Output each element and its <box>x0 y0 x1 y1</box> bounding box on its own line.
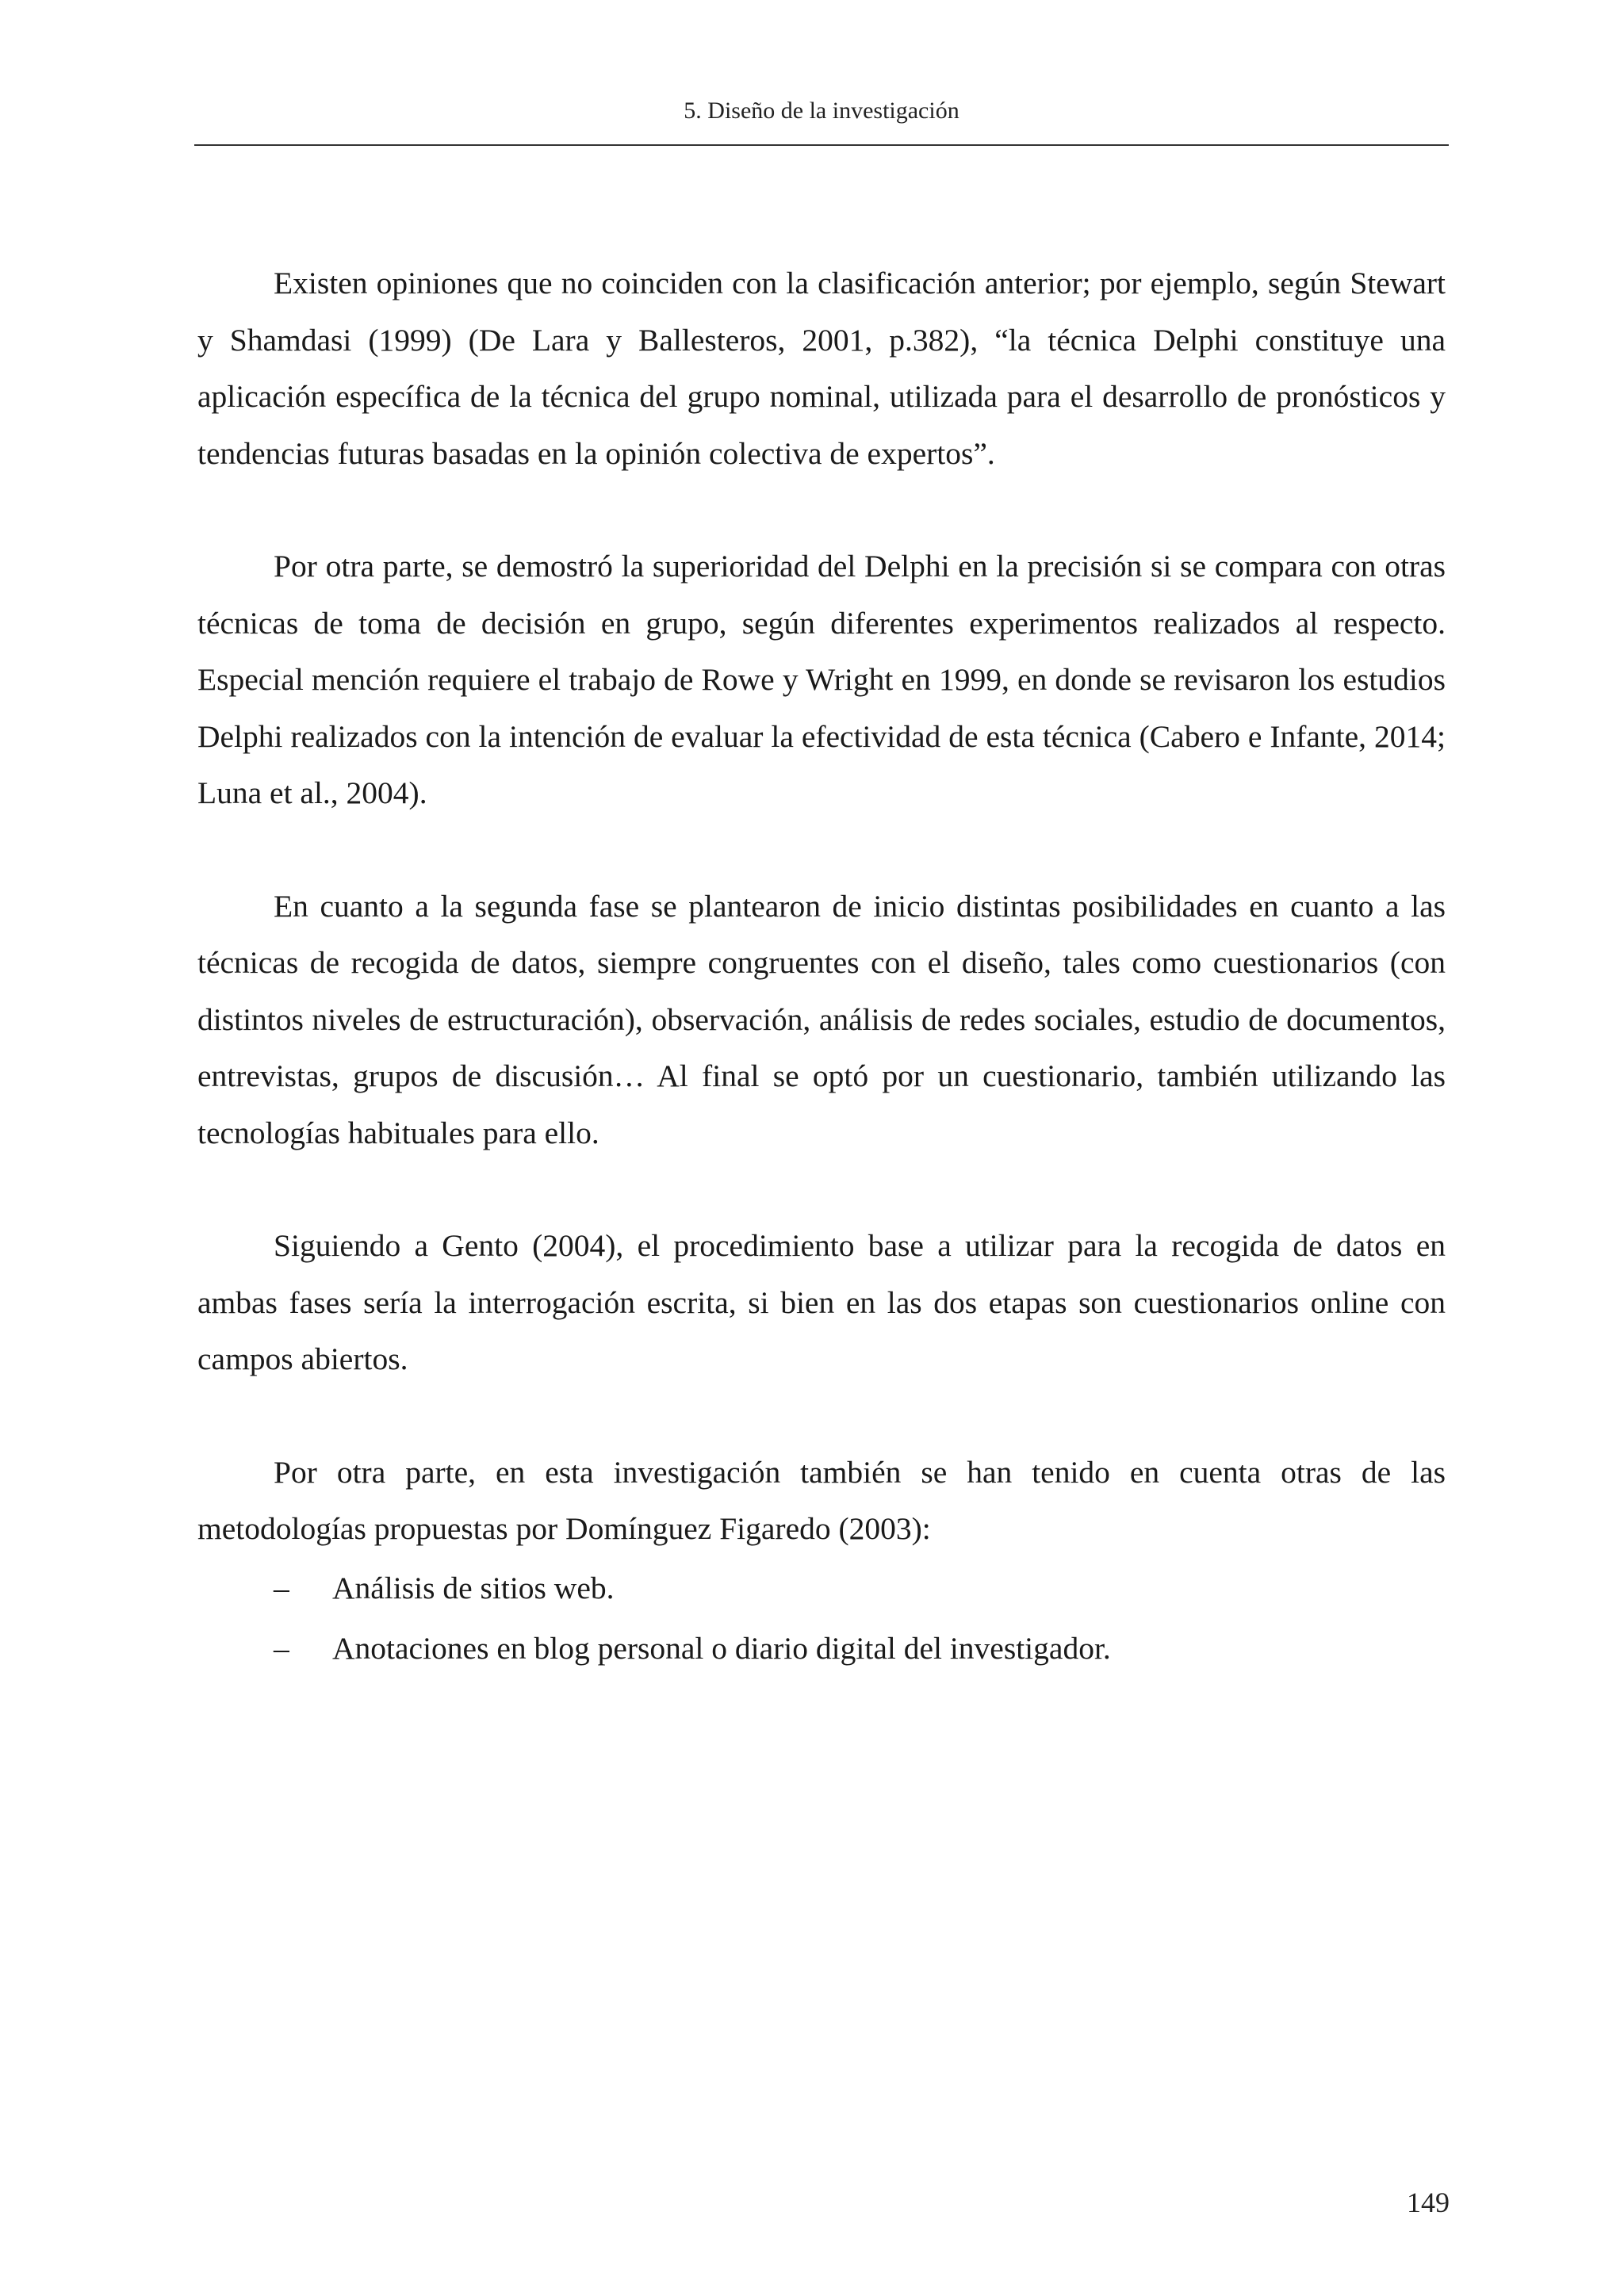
list-item-text: Anotaciones en blog personal o diario digital del investigador. <box>332 1630 1111 1666</box>
header-divider <box>194 144 1449 146</box>
paragraph: Por otra parte, en esta investigación también se han tenido en cuenta otras de las metodologías propuestas por Domínguez Figaredo (2003): <box>197 1454 1446 1546</box>
list-item <box>197 1558 1446 1618</box>
paragraph: Siguiendo a Gento (2004), el procedimiento base a utilizar para la recogida de datos en ambas fases sería la interrogación escrita, si bien en las dos etapas son cuestionarios online con campos abiertos. <box>197 1228 1446 1376</box>
body-text <box>197 255 1446 1678</box>
paragraph: Por otra parte, se demostró la superioridad del Delphi en la precisión si se compara con otras técnicas de toma de decisión en grupo, según diferentes experimentos realizados al respecto. Especial mención requiere el trabajo de Rowe y Wright en 1999, en donde se revisaron los estudios Delphi realizados con la intención de evaluar la efectividad de esta técnica (Cabero e Infante, 2014; Luna et al., 2004). <box>197 549 1446 810</box>
list-item-text: Análisis de sitios web. <box>332 1570 615 1605</box>
page-number: 149 <box>1407 2187 1450 2218</box>
dash-bullet: – <box>274 1570 289 1605</box>
dash-bullet: – <box>274 1630 289 1666</box>
methodology-list <box>197 1558 1446 1678</box>
paragraph: Existen opiniones que no coinciden con la clasificación anterior; por ejemplo, según Stewart y Shamdasi (1999) (De Lara y Ballesteros, 2001, p.382), “la técnica Delphi constituye una aplicación específica de la técnica del grupo nominal, utilizada para el desarrollo de pronósticos y tendencias futuras basadas en la opinión colectiva de expertos”. <box>197 266 1446 471</box>
paragraph: En cuanto a la segunda fase se plantearon de inicio distintas posibilidades en cuanto a las técnicas de recogida de datos, siempre congruentes con el diseño, tales como cuestionarios (con distintos niveles de estructuración), observación, análisis de redes sociales, estudio de documentos, entrevistas, grupos de discusión… Al final se optó por un cuestionario, también utilizando las tecnologías habituales para ello. <box>197 888 1446 1150</box>
running-header: 5. Diseño de la investigación <box>684 98 959 124</box>
list-item <box>197 1618 1446 1678</box>
